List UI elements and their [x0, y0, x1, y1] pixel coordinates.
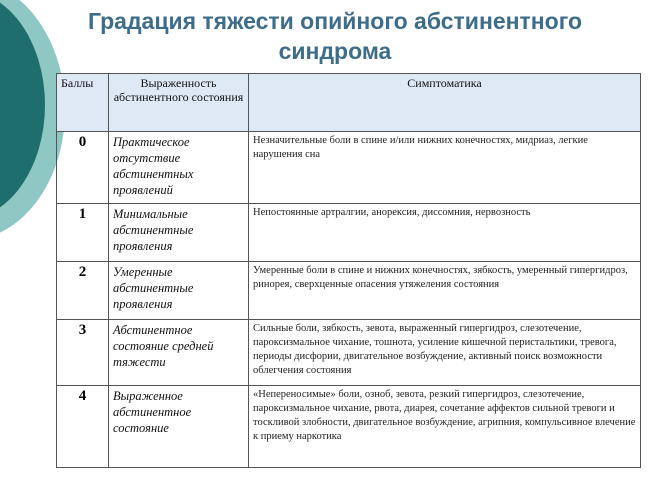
row-severity: Выраженное абстинентное состояние [109, 386, 249, 468]
row-severity: Абстинентное состояние средней тяжести [109, 320, 249, 386]
table-row [57, 386, 641, 468]
table-row [57, 320, 641, 386]
table-row [57, 262, 641, 320]
header-score: Баллы [57, 74, 109, 132]
row-severity: Минимальные абстинентные проявления [109, 204, 249, 262]
row-score: 4 [57, 386, 109, 468]
table-row [57, 132, 641, 204]
row-score: 1 [57, 204, 109, 262]
header-severity: Выраженность абстинентного состояния [109, 74, 249, 132]
row-symptoms: Умеренные боли в спине и нижних конечностях, зябкость, умеренный гипергидроз, ринорея, сверхценные опасения утяжеления состояния [249, 262, 641, 320]
page-title: Градация тяжести опийного абстинентного синдрома [87, 8, 583, 64]
row-symptoms: Незначительные боли в спине и/или нижних конечностях, мидриаз, легкие нарушения сна [249, 132, 641, 204]
header-symptoms: Симптоматика [249, 74, 641, 132]
row-severity: Практическое отсутствие абстинентных проявлений [109, 132, 249, 204]
row-symptoms: «Непереносимые» боли, озноб, зевота, резкий гипергидроз, слезотечение, пароксизмальное чихание, рвота, диарея, сочетание аффектов сильной тревоги и тоскливой злобности, двигательное возбуждение, агрипния, компульсивное влечение к приему наркотика [249, 386, 641, 468]
table-row [57, 204, 641, 262]
row-symptoms: Сильные боли, зябкость, зевота, выраженный гипергидроз, слезотечение, пароксизмальное чихание, тошнота, усиление кишечной перистальтики, тревога, периоды дисфории, двигательное возбуждение, активный поиск возможности облегчения состояния [249, 320, 641, 386]
table-header-row [57, 74, 641, 132]
row-score: 0 [57, 132, 109, 204]
row-symptoms: Непостоянные артралгии, анорексия, диссомния, нервозность [249, 204, 641, 262]
row-severity: Умеренные абстинентные проявления [109, 262, 249, 320]
severity-table [56, 73, 641, 468]
row-score: 3 [57, 320, 109, 386]
row-score: 2 [57, 262, 109, 320]
